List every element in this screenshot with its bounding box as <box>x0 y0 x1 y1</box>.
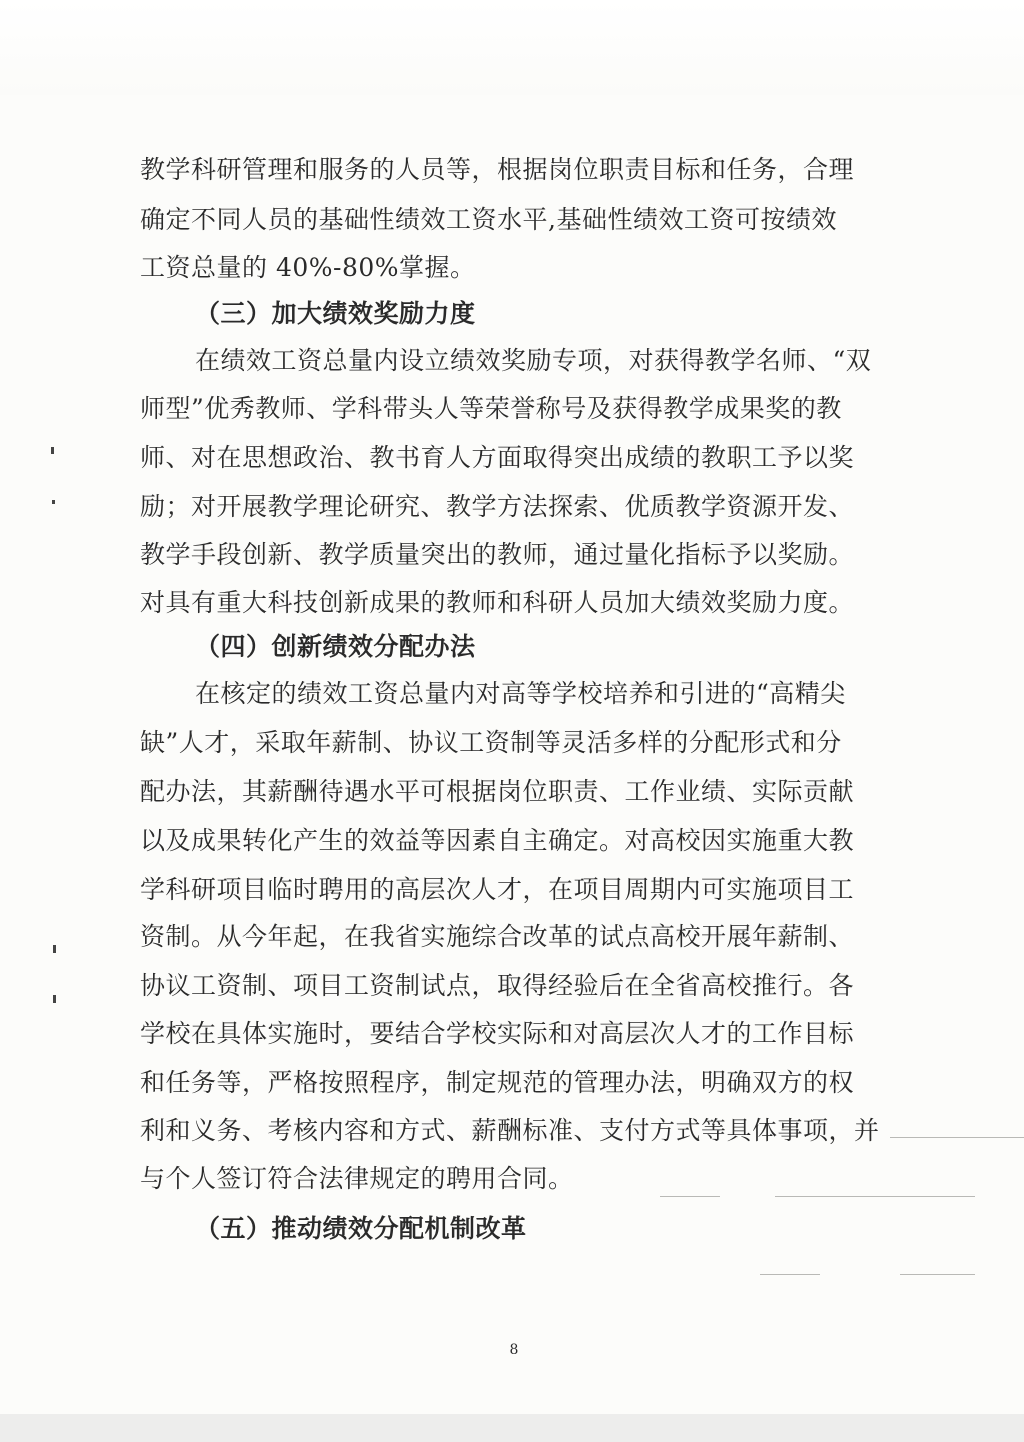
scan-top-margin <box>0 0 1024 95</box>
paragraph-line: 缺”人才，采取年薪制、协议工资制等灵活多样的分配形式和分 <box>140 728 842 757</box>
section-heading-5: （五）推动绩效分配机制改革 <box>195 1214 527 1243</box>
paragraph-line: 学校在具体实施时，要结合学校实际和对高层次人才的工作目标 <box>140 1019 855 1048</box>
scan-rule <box>890 1137 1024 1138</box>
paragraph-line: 励；对开展教学理论研究、教学方法探索、优质教学资源开发、 <box>140 492 855 521</box>
scan-rule <box>660 1196 720 1197</box>
scan-mark <box>51 447 54 454</box>
paragraph-line: 利和义务、考核内容和方式、薪酬标准、支付方式等具体事项，并 <box>140 1116 880 1145</box>
scan-bottom-margin <box>0 1414 1024 1442</box>
section-heading-4: （四）创新绩效分配办法 <box>195 632 476 661</box>
page-number: 8 <box>509 1342 519 1358</box>
scan-mark <box>53 945 56 953</box>
paragraph-line: 在核定的绩效工资总量内对高等学校培养和引进的“高精尖 <box>195 679 846 708</box>
scan-rule <box>900 1274 975 1275</box>
paragraph-line: 学科研项目临时聘用的高层次人才，在项目周期内可实施项目工 <box>140 875 855 904</box>
paragraph-line: 对具有重大科技创新成果的教师和科研人员加大绩效奖励力度。 <box>140 588 855 617</box>
section-heading-3: （三）加大绩效奖励力度 <box>195 299 476 328</box>
scan-mark <box>52 500 55 504</box>
paragraph-line: 和任务等，严格按照程序，制定规范的管理办法，明确双方的权 <box>140 1068 855 1097</box>
scan-mark <box>53 995 56 1003</box>
paragraph-line: 教学科研管理和服务的人员等，根据岗位职责目标和任务，合理 <box>140 155 855 184</box>
paragraph-line: 工资总量的 40%-80%掌握。 <box>140 253 476 282</box>
paragraph-line: 以及成果转化产生的效益等因素自主确定。对高校因实施重大教 <box>140 826 855 855</box>
paragraph-line: 确定不同人员的基础性绩效工资水平,基础性绩效工资可按绩效 <box>140 205 837 234</box>
paragraph-line: 教学手段创新、教学质量突出的教师，通过量化指标予以奖励。 <box>140 540 855 569</box>
scan-rule <box>775 1196 975 1197</box>
paragraph-line: 与个人签订符合法律规定的聘用合同。 <box>140 1164 574 1193</box>
paragraph-line: 配办法，其薪酬待遇水平可根据岗位职责、工作业绩、实际贡献 <box>140 777 855 806</box>
paragraph-line: 资制。从今年起，在我省实施综合改革的试点高校开展年薪制、 <box>140 922 855 951</box>
paragraph-line: 师、对在思想政治、教书育人方面取得突出成绩的教职工予以奖 <box>140 443 855 472</box>
paragraph-line: 师型”优秀教师、学科带头人等荣誉称号及获得教学成果奖的教 <box>140 394 842 423</box>
scan-rule <box>760 1274 820 1275</box>
paragraph-line: 在绩效工资总量内设立绩效奖励专项，对获得教学名师、“双 <box>195 346 872 375</box>
paragraph-line: 协议工资制、项目工资制试点，取得经验后在全省高校推行。各 <box>140 971 855 1000</box>
